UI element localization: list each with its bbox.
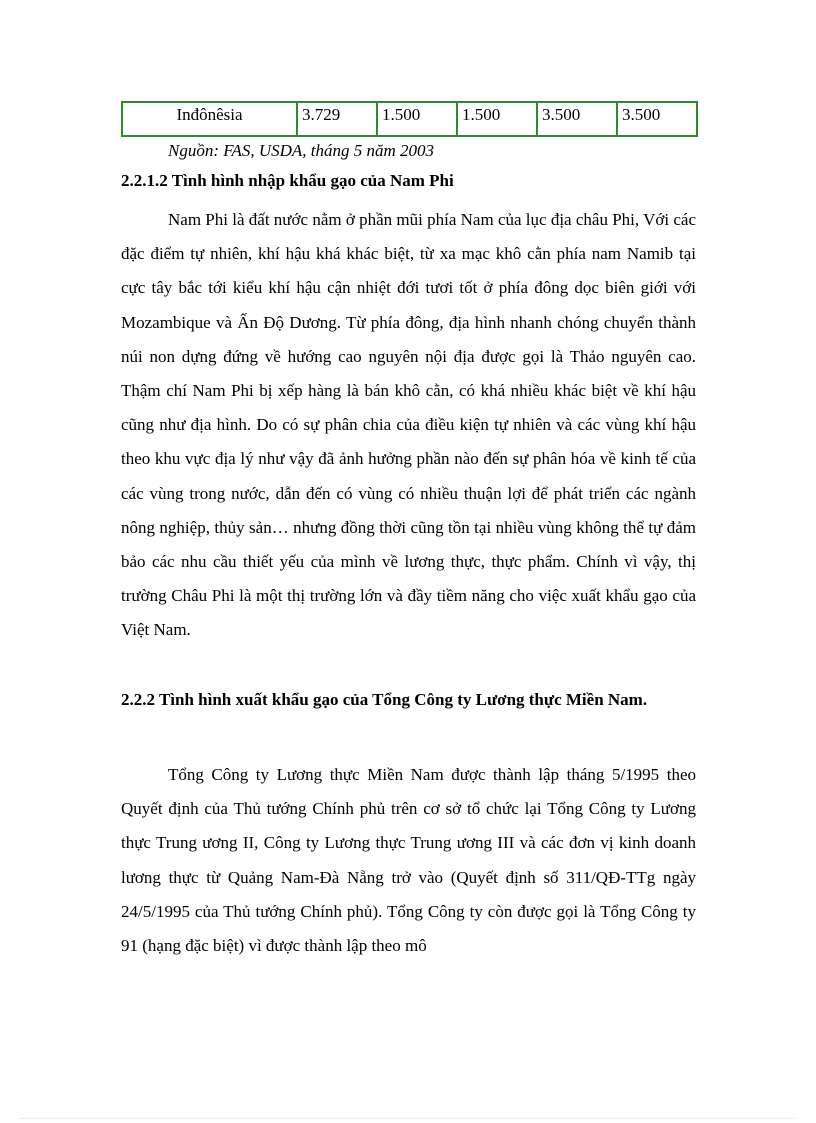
table-cell-value: 1.500 — [457, 102, 537, 136]
table-cell-value: 3.729 — [297, 102, 377, 136]
table-source-note: Nguồn: FAS, USDA, tháng 5 năm 2003 — [168, 141, 435, 160]
table-cell-country: Inđônêsia — [122, 102, 297, 136]
page-bottom-divider — [20, 1118, 796, 1119]
paragraph-south-africa: Nam Phi là đất nước nằm ở phần mũi phía Nam của lục địa châu Phi, Với các đặc điểm tự nhiên, khí hậu khá khác biệt, từ xa mạc khô cằn phía nam Namib tại cực tây bắc tới kiểu khí hậu cận nhiệt đới tươi tốt ở phía đông dọc biên giới với Mozambique và Ấn Độ Dương. Từ phía đông, địa hình nhanh chóng chuyển thành núi non dựng đứng về hướng cao nguyên nội địa được gọi là Thảo nguyên cao. Thậm chí Nam Phi bị xếp hàng là bán khô cằn, có khá nhiều khác biệt về khí hậu cũng như địa hình. Do có sự phân chia của điều kiện tự nhiên và các vùng khí hậu theo khu vực địa lý như vậy đã ảnh hưởng phần nào đến sự phân hóa về kinh tế của các vùng trong nước, dẫn đến có vùng có nhiều thuận lợi để phát triển các ngành nông nghiệp, thủy sản… nhưng đồng thời cũng tồn tại nhiều vùng không thể tự đảm bảo các nhu cầu thiết yếu của mình về lương thực, thực phẩm. Chính vì vậy, thị trường Châu Phi là một thị trường lớn và đầy tiềm năng cho việc xuất khẩu gạo của Việt Nam. — [121, 210, 696, 640]
section-heading-rice-export-vsf: 2.2.2 Tình hình xuất khẩu gạo của Tổng Công ty Lương thực Miền Nam. — [121, 690, 648, 709]
section-heading-rice-import-south-africa: 2.2.1.2 Tình hình nhập khẩu gạo của Nam Phi — [121, 171, 454, 190]
table-cell-value: 3.500 — [617, 102, 697, 136]
paragraph-vsf: Tổng Công ty Lương thực Miền Nam được thành lập tháng 5/1995 theo Quyết định của Thủ tướng Chính phủ trên cơ sở tổ chức lại Tổng Công ty Lương thực Trung ương II, Công ty Lương thực Trung ương III và các đơn vị kinh doanh lương thực từ Quảng Nam-Đà Nẵng trở vào (Quyết định số 311/QĐ-TTg ngày 24/5/1995 của Thủ tướng Chính phủ). Tổng Công ty còn được gọi là Tổng Công ty 91 (hạng đặc biệt) vì được thành lập theo mô — [121, 765, 696, 956]
table-cell-value: 3.500 — [537, 102, 617, 136]
data-table — [121, 101, 696, 137]
table-cell-value: 1.500 — [377, 102, 457, 136]
table-row — [122, 102, 697, 136]
